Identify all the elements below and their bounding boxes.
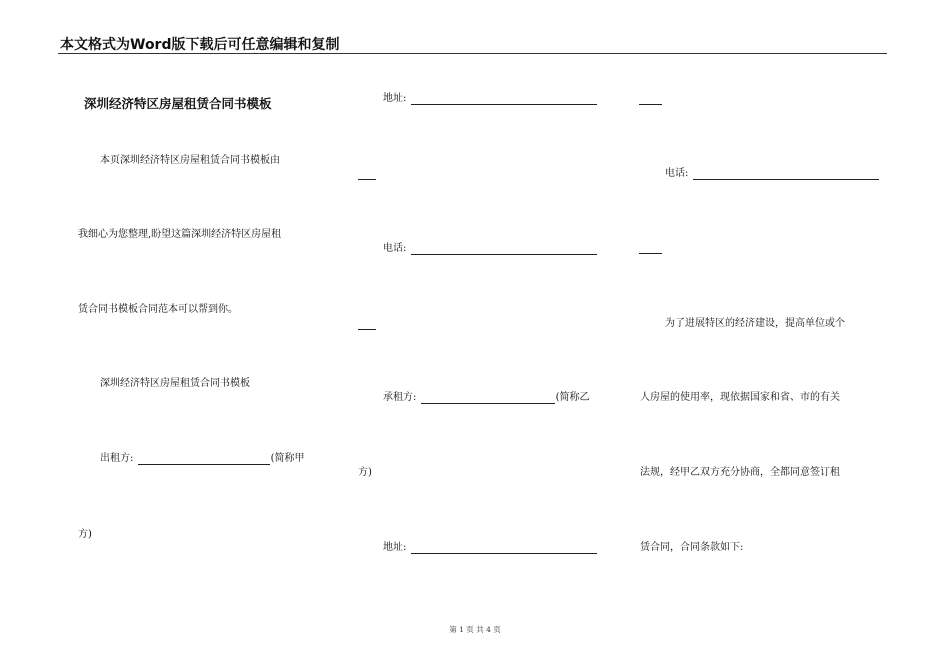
blank-stub [639, 104, 662, 105]
page-number: 第 1 页 共 4 页 [449, 625, 501, 634]
address-label-1: 地址: [383, 93, 407, 104]
lessee-suffix: (简称乙 [555, 392, 590, 403]
lessor-line [100, 453, 304, 465]
lessor-continuation: 方) [78, 529, 92, 540]
phone-blank-1 [411, 244, 597, 255]
address-label-2: 地址: [383, 542, 407, 553]
phone-line-2 [665, 168, 880, 180]
lessor-label: 出租方: [100, 453, 134, 464]
purpose-line-4: 赁合同，合同条款如下: [640, 542, 744, 553]
purpose-line-3: 法规，经甲乙双方充分协商，全都同意签订租 [640, 467, 840, 478]
blank-stub [358, 329, 376, 330]
header-divider [58, 53, 887, 54]
address-line-2 [383, 542, 598, 554]
intro-line-1: 本页深圳经济特区房屋租赁合同书模板由 [100, 155, 280, 166]
intro-line-3: 赁合同书模板合同范本可以帮到你。 [78, 304, 238, 315]
lessor-name-blank [138, 454, 270, 465]
address-line-1 [383, 93, 598, 105]
blank-stub [358, 179, 376, 180]
lessee-continuation: 方) [358, 467, 372, 478]
page-header-title: 本文格式为Word版下载后可任意编辑和复制 [60, 37, 340, 53]
phone-label-1: 电话: [383, 243, 407, 254]
address-blank-2 [411, 543, 597, 554]
purpose-line-1: 为了进展特区的经济建设，提高单位或个 [665, 318, 845, 329]
intro-line-2: 我细心为您整理,盼望这篇深圳经济特区房屋租 [78, 229, 282, 240]
phone-blank-2 [693, 169, 879, 180]
lessee-line [383, 392, 589, 404]
address-blank-1 [411, 94, 597, 105]
blank-stub [639, 253, 662, 254]
phone-label-2: 电话: [665, 168, 689, 179]
lessee-name-blank [421, 393, 555, 404]
purpose-line-2: 人房屋的使用率，现依据国家和省、市的有关 [640, 392, 840, 403]
contract-subtitle: 深圳经济特区房屋租赁合同书模板 [100, 378, 250, 389]
lessee-label: 承租方: [383, 392, 417, 403]
document-title: 深圳经济特区房屋租赁合同书模板 [84, 96, 272, 111]
lessor-suffix: (简称甲 [270, 453, 305, 464]
phone-line-1 [383, 243, 598, 255]
